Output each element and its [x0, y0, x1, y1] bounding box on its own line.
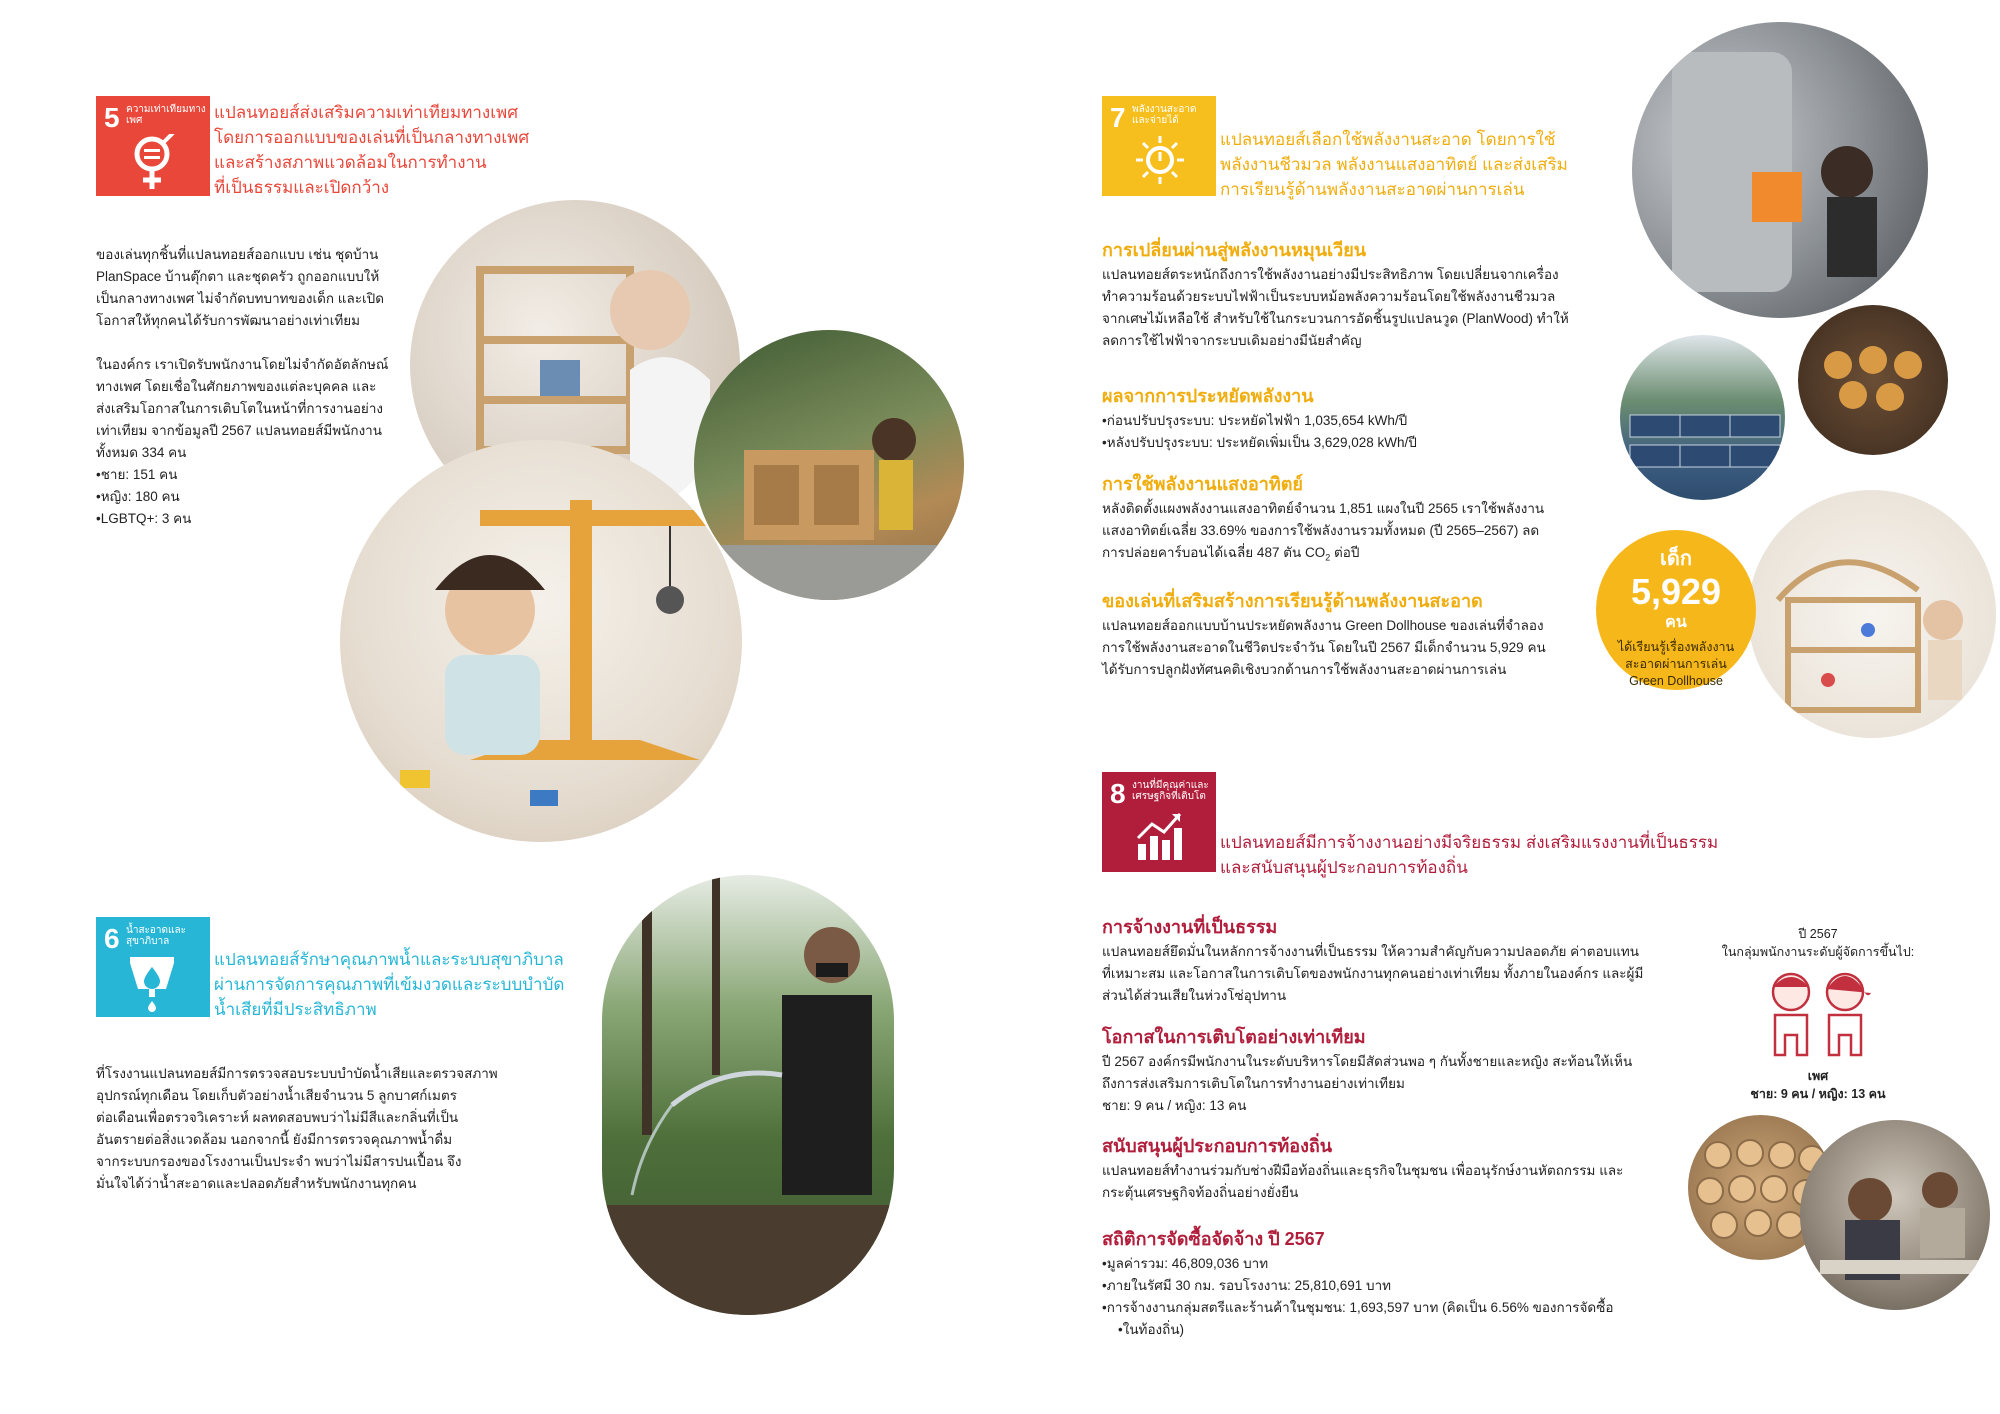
sdg8-local-title: สนับสนุนผู้ประกอบการท้องถิ่น [1102, 1136, 1333, 1156]
text-line: ลดการใช้ไฟฟ้าจากระบบเดิมอย่างมีนัยสำคัญ [1102, 333, 1362, 348]
text-line: ได้รับการปลูกฝังทัศนคติเชิงบวกด้านการใช้พลังงานสะอาดผ่านการเล่น [1102, 662, 1507, 677]
text-line: การใช้พลังงานสะอาดในชีวิตประจำวัน โดยในปี 2567 มีเด็กจำนวน 5,929 คน [1102, 640, 1546, 655]
headline-line: พลังงานชีวมวล พลังงานแสงอาทิตย์ และส่งเสริม [1220, 155, 1568, 174]
text-line: อุปกรณ์ทุกเดือน โดยเก็บตัวอย่างน้ำเสียจำนวน 5 ลูกบาศก์เมตร [96, 1088, 457, 1103]
list-item: • ก่อนปรับปรุงระบบ: ประหยัดไฟฟ้า 1,035,654 kWh/ปี [1102, 410, 1582, 432]
text-line: แสงอาทิตย์เฉลี่ย 33.69% ของการใช้พลังงานรวมทั้งหมด (ปี 2565–2567) ลด [1102, 523, 1540, 538]
crane-illustration [340, 440, 742, 842]
text-line: ที่เหมาะสม และโอกาสในการเติบโตของพนักงานทุกคนอย่างเท่าเทียม ทั้งภายในองค์กร และผู้มี [1102, 966, 1644, 981]
management-caption: ในกลุ่มพนักงานระดับผู้จัดการขึ้นไป: [1721, 945, 1915, 959]
list-item-continued-text: ในท้องถิ่น) [1122, 1322, 1185, 1337]
text-line: แปลนทอยส์ยึดมั่นในหลักการจ้างงานที่เป็นธรรม ให้ความสำคัญกับความปลอดภัย ค่าตอบแทน [1102, 944, 1640, 959]
list-item: • ภายในรัศมี 30 กม. รอบโรงงาน: 25,810,691 บาท [1102, 1275, 1662, 1297]
text-line: ในองค์กร เราเปิดรับพนักงานโดยไม่จำกัดอัตลักษณ์ [96, 357, 389, 372]
headline-line: แปลนทอยส์รักษาคุณภาพน้ำและระบบสุขาภิบาล [214, 950, 564, 969]
badge-line: สะอาดผ่านการเล่น [1625, 657, 1727, 671]
sdg7-solar-title: การใช้พลังงานแสงอาทิตย์ [1102, 474, 1303, 494]
solar-panel-photo [1620, 335, 1785, 500]
sdg6-headline [214, 947, 564, 1022]
sdg7-toy-title: ของเล่นที่เสริมสร้างการเรียนรู้ด้านพลังงานสะอาด [1102, 591, 1483, 611]
text-line: แปลนทอยส์ทำงานร่วมกับช่างฝีมือท้องถิ่นและธุรกิจในชุมชน เพื่ออนุรักษ์งานหัตถกรรม และ [1102, 1163, 1624, 1178]
text-line: โอกาสให้ทุกคนได้รับการพัฒนาอย่างเท่าเทียม [96, 313, 361, 328]
headline-line: น้ำเสียที่มีประสิทธิภาพ [214, 1000, 377, 1019]
headline-line: แปลนทอยส์มีการจ้างงานอย่างมีจริยธรรม ส่งเสริมแรงงานที่เป็นธรรม [1220, 833, 1719, 852]
list-item: • หลังปรับปรุงระบบ: ประหยัดเพิ่มเป็น 3,629,028 kWh/ปี [1102, 432, 1582, 454]
text-line: ต่อเดือนเพื่อตรวจวิเคราะห์ ผลทดสอบพบว่าไม่มีสีและกลิ่นที่เป็น [96, 1110, 459, 1125]
management-year: ปี 2567 [1798, 927, 1838, 941]
sdg8-growth-title: โอกาสในการเติบโตอย่างเท่าเทียม [1102, 1027, 1366, 1047]
artisan-illustration [1800, 1120, 1990, 1310]
sdg5-paragraph-1 [96, 244, 406, 332]
text-line: PlanSpace บ้านตุ๊กตา และชุดครัว ถูกออกแบบให้ [96, 269, 380, 284]
list-item: • ชาย: 151 คน [96, 464, 406, 486]
co2-text: การปล่อยคาร์บอนได้เฉลี่ย 487 ตัน CO [1102, 545, 1326, 560]
headline-line: การเรียนรู้ด้านพลังงานสะอาดผ่านการเล่น [1220, 180, 1525, 199]
management-stat [1718, 925, 1918, 1103]
sdg8-procurement-list [1102, 1253, 1662, 1341]
text-line: ทางเพศ โดยเชื่อในศักยภาพของแต่ละบุคคล และ [96, 379, 377, 394]
sdg7-tile [1102, 96, 1216, 196]
green-dollhouse-illustration [1748, 490, 1996, 738]
sdg8-procurement-title: สถิติการจัดซื้อจัดจ้าง ปี 2567 [1102, 1229, 1325, 1249]
sdg5-number: 5 [104, 102, 120, 133]
sdg7-saving-list [1102, 410, 1582, 454]
text-line: ทำความร้อนด้วยระบบไฟฟ้าเป็นระบบหม้อพลังความร้อนโดยใช้พลังงานชีวมวล [1102, 289, 1556, 304]
solar-panel-illustration [1620, 335, 1785, 500]
clean-energy-sun-icon [1134, 134, 1186, 186]
list-item-continued [1102, 1319, 1662, 1341]
text-line: ส่วนได้ส่วนเสียในห่วงโซ่อุปทาน [1102, 988, 1287, 1003]
list-item: • มูลค่ารวม: 46,809,036 บาท [1102, 1253, 1662, 1275]
water-drop-icon [128, 955, 176, 1013]
sdg8-headline [1220, 830, 1718, 880]
headline-line: แปลนทอยส์ส่งเสริมความเท่าเทียมทางเพศ [214, 103, 519, 122]
green-dollhouse-photo [1748, 490, 1996, 738]
sdg6-paragraph [96, 1063, 516, 1195]
sdg8-growth-body [1102, 1051, 1662, 1117]
sdg5-headline [214, 100, 529, 200]
headline-line: ที่เป็นธรรมและเปิดกว้าง [214, 178, 390, 197]
badge-line: ได้เรียนรู้เรื่องพลังงาน [1617, 640, 1735, 654]
sdg5-employee-list [96, 464, 406, 530]
sdg8-fair-employment-body [1102, 941, 1662, 1007]
kitchen-play-photo [694, 330, 964, 600]
gender-equality-icon [128, 134, 176, 192]
text-line: ปี 2567 องค์กรมีพนักงานในระดับบริหารโดยมีสัดส่วนพอ ๆ กันทั้งชายและหญิง สะท้อนให้เห็น [1102, 1054, 1633, 1069]
headline-line: และสร้างสภาพแวดล้อมในการทำงาน [214, 153, 487, 172]
badge-number: 5,929 [1630, 571, 1722, 612]
badge-unit: คน [1665, 614, 1687, 631]
badge-top: เด็ก [1660, 548, 1692, 570]
list-item: • หญิง: 180 คน [96, 486, 406, 508]
text-line: มั่นใจได้ว่าน้ำสะอาดและปลอดภัยสำหรับพนักงานทุกคน [96, 1176, 417, 1191]
list-item: • LGBTQ+: 3 คน [96, 508, 406, 530]
management-gender-label: เพศ [1807, 1069, 1829, 1083]
text-line: จากระบบกรองของโรงงานเป็นประจำ พบว่าไม่มีสารปนเปื้อน จึง [96, 1154, 462, 1169]
sdg6-tile [96, 917, 210, 1017]
text-line: อันตรายต่อสิ่งแวดล้อม นอกจากนี้ ยังมีการตรวจคุณภาพน้ำดื่ม [96, 1132, 453, 1147]
text-line: ถึงการส่งเสริมการเติบโตในการทำงานอย่างเท่าเทียม [1102, 1076, 1405, 1091]
headline-line: โดยการออกแบบของเล่นที่เป็นกลางทางเพศ [214, 128, 530, 147]
text-line: ทั้งหมด 334 คน [96, 445, 187, 460]
badge-line: Green Dollhouse [1629, 674, 1723, 688]
text-line: ชาย: 9 คน / หญิง: 13 คน [1102, 1098, 1247, 1113]
wood-discs-illustration [1798, 305, 1948, 455]
text-line: แปลนทอยส์ตระหนักถึงการใช้พลังงานอย่างมีประสิทธิภาพ โดยเปลี่ยนจากเครื่อง [1102, 267, 1559, 282]
sdg5-label: ความเท่าเทียมทางเพศ [126, 104, 206, 126]
crane-toy-photo [340, 440, 742, 842]
co2-subscript: 2 [1325, 552, 1331, 563]
management-counts: ชาย: 9 คน / หญิง: 13 คน [1750, 1087, 1886, 1101]
co2-unit: ต่อปี [1330, 545, 1360, 560]
sdg8-tile [1102, 772, 1216, 872]
sdg8-number: 8 [1110, 778, 1126, 809]
sdg6-number: 6 [104, 923, 120, 954]
text-line: เท่าเทียม จากข้อมูลปี 2567 แปลนทอยส์มีพนักงาน [96, 423, 382, 438]
sdg7-number: 7 [1110, 102, 1126, 133]
sdg6-label: น้ำสะอาดและสุขาภิบาล [126, 925, 186, 947]
text-line: เป็นกลางทางเพศ ไม่จำกัดบทบาทของเด็ก และเปิด [96, 291, 384, 306]
sdg8-local-body [1102, 1160, 1662, 1204]
text-line: จากเศษไม้เหลือใช้ สำหรับใช้ในกระบวนการอัดชิ้นรูปแปลนวูด (PlanWood) ทำให้ [1102, 311, 1569, 326]
sdg7-toy-body [1102, 615, 1582, 681]
sdg7-saving-title: ผลจากการประหยัดพลังงาน [1102, 386, 1314, 406]
text-line: ของเล่นทุกชิ้นที่แปลนทอยส์ออกแบบ เช่น ชุดบ้าน [96, 247, 379, 262]
headline-line: ผ่านการจัดการคุณภาพที่เข้มงวดและระบบบำบัด [214, 975, 565, 994]
gardener-illustration [602, 875, 894, 1315]
headline-line: แปลนทอยส์เลือกใช้พลังงานสะอาด โดยการใช้ [1220, 130, 1556, 149]
sdg7-renewable-body [1102, 264, 1582, 352]
text-line: หลังติดตั้งแผงพลังงานแสงอาทิตย์จำนวน 1,851 แผงในปี 2565 เราใช้พลังงาน [1102, 501, 1545, 516]
children-stat-badge [1596, 530, 1756, 690]
sdg5-paragraph-2 [96, 354, 406, 530]
sdg7-solar-body [1102, 498, 1582, 569]
kitchen-illustration [694, 330, 964, 600]
badge-description [1596, 639, 1756, 690]
boiler-illustration [1632, 22, 1928, 318]
sdg8-fair-employment-title: การจ้างงานที่เป็นธรรม [1102, 917, 1278, 937]
text-line: ส่งเสริมโอกาสในการเติบโตในหน้าที่การงานอย่าง [96, 401, 384, 416]
sdg8-label: งานที่มีคุณค่าและเศรษฐกิจที่เติบโต [1132, 780, 1209, 802]
text-line: กระตุ้นเศรษฐกิจท้องถิ่นอย่างยั่งยืน [1102, 1185, 1299, 1200]
sdg7-headline [1220, 127, 1568, 202]
male-female-icon [1753, 967, 1883, 1062]
sdg7-renewable-title: การเปลี่ยนผ่านสู่พลังงานหมุนเวียน [1102, 240, 1367, 260]
sdg5-tile [96, 96, 210, 196]
text-line: ที่โรงงานแปลนทอยส์มีการตรวจสอบระบบบำบัดน้ำเสียและตรวจสภาพ [96, 1066, 498, 1081]
economic-growth-icon [1134, 810, 1186, 862]
text-line: แปลนทอยส์ออกแบบบ้านประหยัดพลังงาน Green Dollhouse ของเล่นที่จำลอง [1102, 618, 1544, 633]
headline-line: และสนับสนุนผู้ประกอบการท้องถิ่น [1220, 858, 1468, 877]
list-item: • การจ้างงานกลุ่มสตรีและร้านค้าในชุมชน: 1,693,597 บาท (คิดเป็น 6.56% ของการจัดซื้อ [1102, 1297, 1662, 1319]
gardener-photo [602, 875, 894, 1315]
sdg7-label: พลังงานสะอาดและจ่ายได้ [1132, 104, 1197, 126]
text-line [1102, 542, 1582, 569]
wood-press-photo [1798, 305, 1948, 455]
biomass-boiler-photo [1632, 22, 1928, 318]
local-artisan-photo [1800, 1120, 1990, 1310]
